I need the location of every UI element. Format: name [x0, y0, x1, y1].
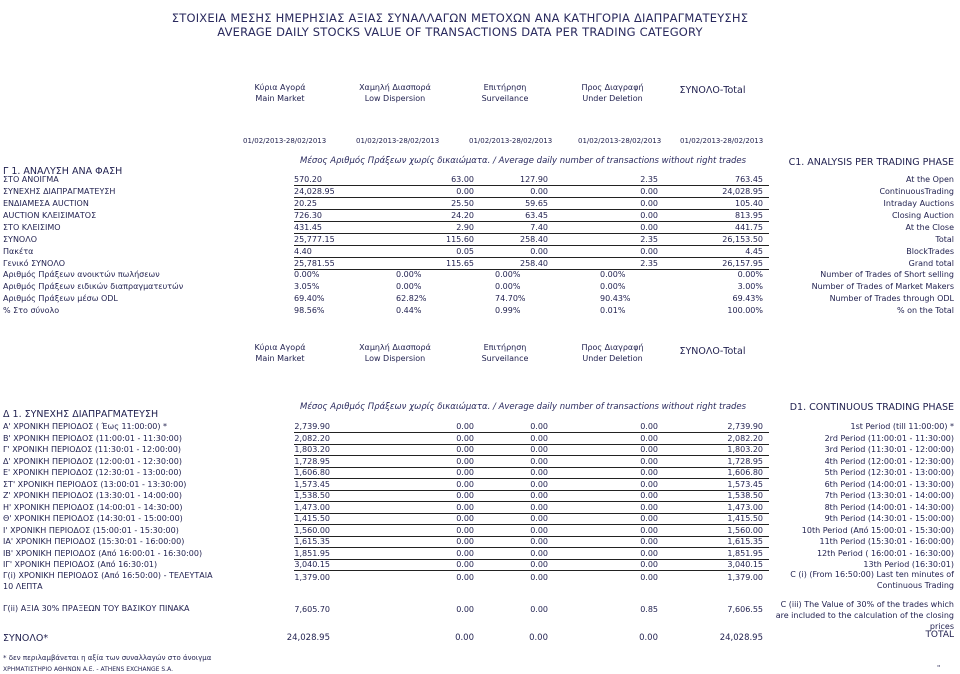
cell-value: 1,606.80: [727, 468, 763, 477]
cell-value: 0.85: [640, 605, 658, 614]
cell-value: 0.00: [530, 457, 548, 466]
cell-value: 1,560.00: [294, 526, 330, 535]
cell-value: 0.00: [456, 514, 474, 523]
row-label-en: 2rd Period (11:00:01 - 11:30:00): [824, 434, 954, 443]
cell-value: 1,606.80: [294, 468, 330, 477]
cell-value: 0.00: [456, 445, 474, 454]
table-row: [0, 305, 960, 317]
cell-value: 258.40: [520, 235, 548, 244]
cell-value: 2.35: [640, 175, 658, 184]
cell-value: 0.00: [530, 422, 548, 431]
cell-value: 763.45: [735, 175, 763, 184]
cell-value: 63.00: [451, 175, 474, 184]
category-under-deletion: [570, 82, 655, 104]
category-surveilance: [460, 82, 550, 104]
table-row: [0, 174, 960, 186]
section-d-title-gr: Δ 1. ΣΥΝΕΧΗΣ ΔΙΑΠΡΑΓΜΑΤΕΥΣΗ: [3, 409, 159, 420]
cell-value: 570.20: [294, 175, 322, 184]
cell-value: 0.00: [456, 422, 474, 431]
cell-value: 0.00: [640, 573, 658, 582]
table-row: [0, 421, 960, 433]
row-label-en: 9th Period (14:30:01 - 15:00:00): [824, 514, 954, 523]
category-label-en: Under Deletion: [582, 354, 643, 363]
cell-value: 0.00: [640, 491, 658, 500]
category-low-dispersion: [345, 342, 445, 364]
cell-value: 0.00%: [396, 270, 422, 279]
category-label-gr: Κύρια Αγορά: [254, 343, 306, 352]
table-row: [0, 490, 960, 502]
cell-value: 7,606.55: [727, 605, 763, 614]
row-label-en: Number of Trades of Short selling: [820, 270, 954, 279]
cell-value: 0.00: [640, 422, 658, 431]
cell-value: 0.00: [456, 457, 474, 466]
cell-value: 0.00: [530, 468, 548, 477]
cell-value: 2,082.20: [294, 434, 330, 443]
cell-value: 24,028.95: [286, 633, 330, 643]
row-label-en: Total: [935, 235, 954, 244]
table-row: [0, 210, 960, 222]
category-label-en: Surveilance: [481, 354, 529, 363]
category-label-en: Main Market: [255, 94, 305, 103]
category-label-gr: Χαμηλή Διασπορά: [359, 83, 431, 92]
category-under-deletion: [570, 342, 655, 364]
cell-value: 0.00: [530, 491, 548, 500]
category-label-en: Main Market: [255, 354, 305, 363]
table-row: [0, 222, 960, 234]
footnote: * δεν περιλαμβάνεται η αξία των συναλλαγών στο άνοιγμα: [3, 654, 212, 662]
category-label-en: Low Dispersion: [364, 94, 426, 103]
row-label-en: 13th Period (16:30:01): [863, 560, 954, 569]
cell-value: 0.00: [640, 560, 658, 569]
section-d-title-en: D1. CONTINUOUS TRADING PHASE: [789, 402, 954, 413]
row-label-gr: Αριθμός Πράξεων ανοικτών πωλήσεων: [3, 270, 160, 279]
cell-value: 0.00: [530, 514, 548, 523]
row-label-en: BlockTrades: [906, 247, 954, 256]
cell-value: 25.50: [451, 199, 474, 208]
row-label-en: ContinuousTrading: [879, 187, 954, 196]
cell-value: 24.20: [451, 211, 474, 220]
closing-row: [0, 567, 960, 591]
cell-value: 0.00: [640, 445, 658, 454]
row-label-en: % on the Total: [896, 306, 954, 315]
period-total: 01/02/2013-28/02/2013: [680, 137, 764, 145]
row-label-gr: Πακέτα: [3, 247, 34, 256]
row-label-gr: Γ(ii) ΑΞΙΑ 30% ΠΡΑΞΕΩΝ ΤΟΥ ΒΑΣΙΚΟΥ ΠΙΝΑΚΑ: [3, 604, 190, 613]
cell-value: 813.95: [735, 211, 763, 220]
cell-value: 100.00%: [727, 306, 763, 315]
cell-value: 0.00: [456, 187, 474, 196]
row-label-en: 3rd Period (11:30:01 - 12:00:00): [824, 445, 954, 454]
cell-value: 0.00: [530, 537, 548, 546]
row-label-en: Number of Trades through ODL: [829, 294, 954, 303]
cell-value: 0.00: [640, 549, 658, 558]
table-row: [0, 444, 960, 456]
cell-value: 1,615.35: [294, 537, 330, 546]
footer-mark: ": [937, 664, 941, 672]
cell-value: 0.00: [530, 560, 548, 569]
period-surveilance: 01/02/2013-28/02/2013: [469, 137, 553, 145]
section-c-caption: Μέσος Αριθμός Πράξεων χωρίς δικαιώματα. / Average daily number of transactions without right trades: [300, 156, 747, 166]
cell-value: 90.43%: [600, 294, 631, 303]
cell-value: 0.00: [456, 468, 474, 477]
cell-value: 4.45: [745, 247, 763, 256]
cell-value: 0.00: [640, 457, 658, 466]
cell-value: 59.65: [525, 199, 548, 208]
cell-value: 24,028.95: [722, 187, 763, 196]
cell-value: 0.00: [639, 633, 658, 643]
row-label-gr: ΣΥΝΕΧΗΣ ΔΙΑΠΡΑΓΜΑΤΕΥΣΗ: [3, 187, 116, 196]
period-main-market: 01/02/2013-28/02/2013: [243, 137, 327, 145]
cell-value: 115.60: [446, 235, 474, 244]
section-d-caption: Μέσος Αριθμός Πράξεων χωρίς δικαιώματα. / Average daily number of transactions without right trades: [300, 402, 747, 412]
section-c-title-en: C1. ANALYSIS PER TRADING PHASE: [788, 157, 954, 168]
cell-value: 0.01%: [600, 306, 626, 315]
cell-value: 2.35: [640, 259, 658, 268]
cell-value: 2,739.90: [294, 422, 330, 431]
row-label-gr: Γενικό ΣΥΝΟΛΟ: [3, 259, 66, 268]
cell-value: 2,739.90: [727, 422, 763, 431]
row-label-gr: ΙΓ' ΧΡΟΝΙΚΗ ΠΕΡΙΟΔΟΣ (Από 16:30:01): [3, 560, 158, 569]
cell-value: 1,379.00: [294, 573, 330, 582]
cell-value: 74.70%: [495, 294, 526, 303]
cell-value: 0.00%: [396, 282, 422, 291]
row-label-en: 6th Period (14:00:01 - 13:30:00): [824, 480, 954, 489]
row-label-en: C (iii) The Value of 30% of the trades which are included to the calculation of the closing prices: [775, 600, 954, 631]
cell-value: 0.00: [640, 480, 658, 489]
row-label-en: Intraday Auctions: [883, 199, 954, 208]
cell-value: 63.45: [525, 211, 548, 220]
table-row: [0, 467, 960, 479]
row-label-en: 8th Period (14:00:01 - 14:30:00): [824, 503, 954, 512]
cell-value: 1,538.50: [294, 491, 330, 500]
row-label-gr: ΙΒ' ΧΡΟΝΙΚΗ ΠΕΡΙΟΔΟΣ (Από 16:00:01 - 16:30:00): [3, 549, 203, 558]
table-row: [0, 269, 960, 281]
index-row: [0, 599, 960, 631]
cell-value: 0.00%: [294, 270, 320, 279]
cell-value: 3.05%: [294, 282, 320, 291]
cell-value: 1,851.95: [294, 549, 330, 558]
cell-value: 258.40: [520, 259, 548, 268]
row-label-gr: ΣΤΟ ΑΝΟΙΓΜΑ: [3, 175, 59, 184]
cell-value: 0.00: [456, 503, 474, 512]
cell-value: 25,781.55: [294, 259, 335, 268]
row-label-en: C (i) (From 16:50:00) Last ten minutes of Continuous Trading: [790, 570, 954, 590]
cell-value: 3,040.15: [727, 560, 763, 569]
cell-value: 26,153.50: [722, 235, 763, 244]
category-low-dispersion: [345, 82, 445, 104]
cell-value: 0.00: [640, 211, 658, 220]
category-label-gr: Επιτήρηση: [483, 343, 527, 352]
cell-value: 441.75: [735, 223, 763, 232]
cell-value: 2,082.20: [727, 434, 763, 443]
row-label-en: At the Close: [905, 223, 954, 232]
cell-value: 0.00: [530, 480, 548, 489]
category-label-gr: ΣΥΝΟΛΟ-Total: [679, 346, 746, 357]
cell-value: 1,728.95: [727, 457, 763, 466]
cell-value: 0.99%: [495, 306, 521, 315]
row-label-gr: AUCTION ΚΛΕΙΣΙΜΑΤΟΣ: [3, 211, 97, 220]
row-label-gr: ΕΝΔΙΑΜΕΣΑ AUCTION: [3, 199, 89, 208]
cell-value: 0.00%: [737, 270, 763, 279]
table-row: [0, 186, 960, 198]
cell-value: 0.00: [530, 445, 548, 454]
table-row: [0, 246, 960, 258]
cell-value: 0.00: [640, 468, 658, 477]
cell-value: 0.00: [640, 503, 658, 512]
cell-value: 0.00: [640, 526, 658, 535]
row-label-gr: % Στο σύνολο: [3, 306, 60, 315]
cell-value: 0.00: [456, 434, 474, 443]
row-label-en: 5th Period (12:30:01 - 13:00:00): [824, 468, 954, 477]
table-row: [0, 536, 960, 548]
category-label-gr: Επιτήρηση: [483, 83, 527, 92]
cell-value: 0.00: [640, 514, 658, 523]
table-row: [0, 234, 960, 246]
category-main-market: [240, 82, 320, 104]
period-low-dispersion: 01/02/2013-28/02/2013: [356, 137, 440, 145]
section-c-title-gr: Γ 1. ΑΝΑΛΥΣΗ ΑΝΑ ΦΑΣΗ: [3, 166, 123, 177]
cell-value: 0.00%: [495, 270, 521, 279]
cell-value: 0.00: [640, 434, 658, 443]
row-label-gr: ΣΤ' ΧΡΟΝΙΚΗ ΠΕΡΙΟΔΟΣ (13:00:01 - 13:30:00): [3, 480, 187, 489]
cell-value: 1,415.50: [294, 514, 330, 523]
category-label-en: Low Dispersion: [364, 354, 426, 363]
row-label-en: 7th Period (13:30:01 - 14:00:00): [824, 491, 954, 500]
cell-value: 4.40: [294, 247, 312, 256]
row-label-gr: Η' ΧΡΟΝΙΚΗ ΠΕΡΙΟΔΟΣ (14:00:01 - 14:30:00): [3, 503, 183, 512]
cell-value: 1,560.00: [727, 526, 763, 535]
cell-value: 0.00: [455, 633, 474, 643]
row-label-en: Grand total: [908, 259, 954, 268]
category-label-gr: Χαμηλή Διασπορά: [359, 343, 431, 352]
cell-value: 0.44%: [396, 306, 422, 315]
cell-value: 7.40: [530, 223, 548, 232]
row-label-en: At the Open: [905, 175, 954, 184]
category-surveilance: [460, 342, 550, 364]
row-label-gr: Γ(i) ΧΡΟΝΙΚΗ ΠΕΡΙΟΔΟΣ (Από 16:50:00) - ΤΕΛΕΥΤΑΙΑ 10 ΛΕΠΤΑ: [3, 571, 213, 591]
row-label-en: TOTAL: [925, 630, 954, 640]
cell-value: 69.40%: [294, 294, 325, 303]
cell-value: 0.05: [456, 247, 474, 256]
cell-value: 0.00: [640, 199, 658, 208]
cell-value: 1,473.00: [294, 503, 330, 512]
table-row: [0, 293, 960, 305]
category-label-gr: Προς Διαγραφή: [581, 343, 644, 352]
cell-value: 0.00%: [495, 282, 521, 291]
row-label-en: 11th Period (15:30:01 - 16:00:00): [819, 537, 954, 546]
category-label-gr: Προς Διαγραφή: [581, 83, 644, 92]
cell-value: 0.00: [456, 491, 474, 500]
cell-value: 0.00: [640, 223, 658, 232]
cell-value: 26,157.95: [722, 259, 763, 268]
cell-value: 0.00: [530, 605, 548, 614]
cell-value: 0.00: [456, 560, 474, 569]
row-label-en: Closing Auction: [891, 211, 954, 220]
cell-value: 20.25: [294, 199, 317, 208]
row-label-en: Number of Trades of Market Makers: [811, 282, 954, 291]
cell-value: 0.00: [530, 573, 548, 582]
category-label-en: Under Deletion: [582, 94, 643, 103]
cell-value: 7,605.70: [294, 605, 330, 614]
period-under-deletion: 01/02/2013-28/02/2013: [578, 137, 662, 145]
cell-value: 3.00%: [737, 282, 763, 291]
cell-value: 0.00: [640, 187, 658, 196]
category-total: [670, 346, 755, 357]
cell-value: 0.00: [530, 549, 548, 558]
cell-value: 0.00%: [600, 270, 626, 279]
cell-value: 726.30: [294, 211, 322, 220]
row-label-gr: Θ' ΧΡΟΝΙΚΗ ΠΕΡΙΟΔΟΣ (14:30:01 - 15:00:00): [3, 514, 183, 523]
cell-value: 1,379.00: [727, 573, 763, 582]
cell-value: 1,803.20: [727, 445, 763, 454]
cell-value: 1,803.20: [294, 445, 330, 454]
cell-value: 0.00: [640, 247, 658, 256]
cell-value: 0.00: [530, 247, 548, 256]
cell-value: 0.00: [456, 573, 474, 582]
cell-value: 1,415.50: [727, 514, 763, 523]
category-label-gr: ΣΥΝΟΛΟ-Total: [679, 85, 746, 96]
cell-value: 24,028.95: [719, 633, 763, 643]
row-label-en: 12th Period ( 16:00:01 - 16:30:00): [816, 549, 954, 558]
footer: ΧΡΗΜΑΤΙΣΤΗΡΙΟ ΑΘΗΝΩΝ Α.Ε. - ATHENS EXCHANGE S.A.: [3, 666, 173, 673]
cell-value: 1,573.45: [727, 480, 763, 489]
cell-value: 62.82%: [396, 294, 427, 303]
row-label-gr: Α' ΧΡΟΝΙΚΗ ΠΕΡΙΟΔΟΣ ( Έως 11:00:00) *: [3, 422, 168, 431]
cell-value: 0.00%: [600, 282, 626, 291]
cell-value: 0.00: [456, 526, 474, 535]
cell-value: 1,538.50: [727, 491, 763, 500]
row-label-gr: Αριθμός Πράξεων ειδικών διαπραγματευτών: [3, 282, 184, 291]
cell-value: 0.00: [530, 434, 548, 443]
row-label-gr: Ε' ΧΡΟΝΙΚΗ ΠΕΡΙΟΔΟΣ (12:30:01 - 13:00:00): [3, 468, 182, 477]
row-label-gr: ΣΥΝΟΛΟ*: [3, 633, 49, 644]
row-label-gr: ΣΥΝΟΛΟ: [3, 235, 37, 244]
cell-value: 98.56%: [294, 306, 325, 315]
cell-value: 105.40: [735, 199, 763, 208]
cell-value: 1,473.00: [727, 503, 763, 512]
cell-value: 0.00: [530, 187, 548, 196]
category-label-gr: Κύρια Αγορά: [254, 83, 306, 92]
row-label-gr: Ζ' ΧΡΟΝΙΚΗ ΠΕΡΙΟΔΟΣ (13:30:01 - 14:00:00): [3, 491, 182, 500]
cell-value: 1,728.95: [294, 457, 330, 466]
cell-value: 69.43%: [732, 294, 763, 303]
row-label-gr: ΣΤΟ ΚΛΕΙΣΙΜΟ: [3, 223, 61, 232]
cell-value: 1,615.35: [727, 537, 763, 546]
row-label-gr: ΙΑ' ΧΡΟΝΙΚΗ ΠΕΡΙΟΔΟΣ (15:30:01 - 16:00:00): [3, 537, 185, 546]
row-label-gr: Ι' ΧΡΟΝΙΚΗ ΠΕΡΙΟΔΟΣ (15:00:01 - 15:30:00): [3, 526, 179, 535]
table-row: [0, 281, 960, 293]
cell-value: 1,573.45: [294, 480, 330, 489]
cell-value: 0.00: [529, 633, 548, 643]
cell-value: 25,777.15: [294, 235, 335, 244]
cell-value: 0.00: [530, 503, 548, 512]
cell-value: 431.45: [294, 223, 322, 232]
cell-value: 0.00: [640, 537, 658, 546]
cell-value: 115.65: [446, 259, 474, 268]
row-label-en: 4th Period (12:00:01 - 12:30:00): [824, 457, 954, 466]
cell-value: 1,851.95: [727, 549, 763, 558]
cell-value: 2.90: [456, 223, 474, 232]
table-row: [0, 198, 960, 210]
cell-value: 3,040.15: [294, 560, 330, 569]
category-label-en: Surveilance: [481, 94, 529, 103]
cell-value: 24,028.95: [294, 187, 335, 196]
cell-value: 127.90: [520, 175, 548, 184]
row-label-en: 10th Period (Από 15:00:01 - 15:30:00): [801, 526, 954, 535]
cell-value: 0.00: [456, 605, 474, 614]
cell-value: 2.35: [640, 235, 658, 244]
category-main-market: [240, 342, 320, 364]
row-label-gr: Β' ΧΡΟΝΙΚΗ ΠΕΡΙΟΔΟΣ (11:00:01 - 11:30:00): [3, 434, 182, 443]
cell-value: 0.00: [530, 526, 548, 535]
table-row: [0, 513, 960, 525]
category-total: [670, 85, 755, 96]
page-title: ΣΤΟΙΧΕΙΑ ΜΕΣΗΣ ΗΜΕΡΗΣΙΑΣ ΑΞΙΑΣ ΣΥΝΑΛΛΑΓΩΝ ΜΕΤΟΧΩΝ ΑΝΑ ΚΑΤΗΓΟΡΙΑ ΔΙΑΠΡΑΓΜΑΤΕΥΣΗΣ: [171, 11, 749, 25]
row-label-gr: Αριθμός Πράξεων μέσω ODL: [3, 294, 118, 303]
row-label-en: 1st Period (till 11:00:00) *: [850, 422, 954, 431]
cell-value: 0.00: [456, 480, 474, 489]
total-row: [0, 630, 960, 644]
page-subtitle: AVERAGE DAILY STOCKS VALUE OF TRANSACTIONS DATA PER TRADING CATEGORY: [217, 25, 703, 39]
cell-value: 0.00: [456, 549, 474, 558]
row-label-gr: Γ' ΧΡΟΝΙΚΗ ΠΕΡΙΟΔΟΣ (11:30:01 - 12:00:00): [3, 445, 181, 454]
cell-value: 0.00: [456, 537, 474, 546]
row-label-gr: Δ' ΧΡΟΝΙΚΗ ΠΕΡΙΟΔΟΣ (12:00:01 - 12:30:00): [3, 457, 182, 466]
